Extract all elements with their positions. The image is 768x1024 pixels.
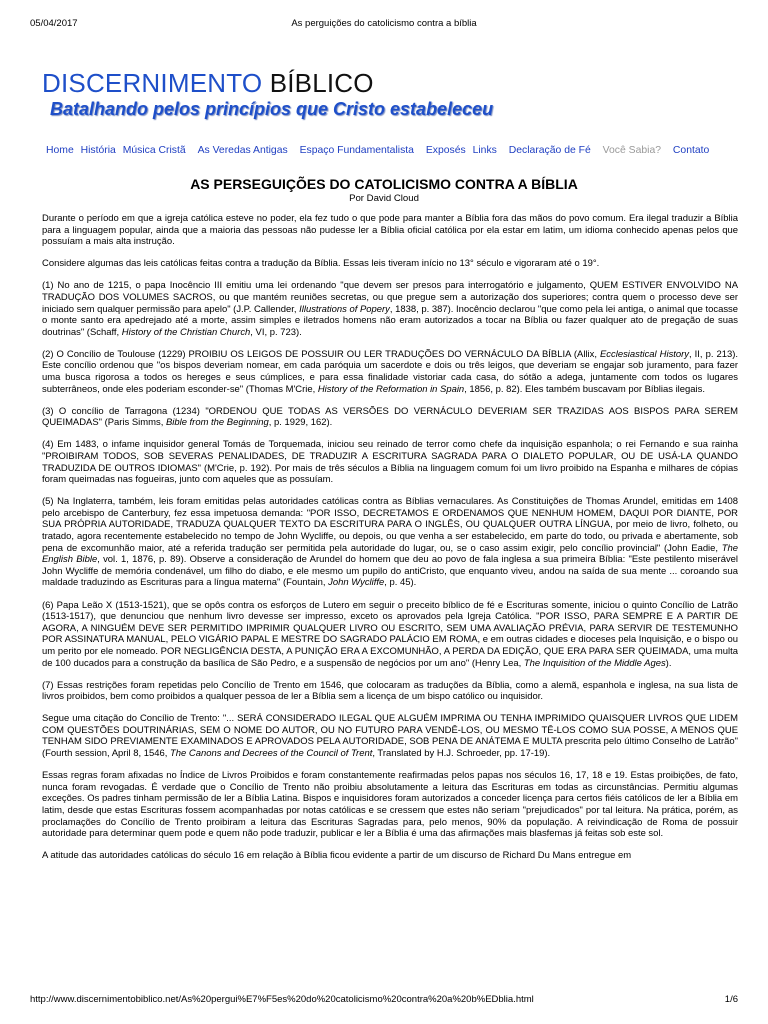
nav-contato[interactable]: Contato <box>672 145 710 156</box>
main-nav <box>46 145 709 156</box>
nav-exposes[interactable]: Exposés <box>425 145 466 156</box>
paragraph-index: Essas regras foram afixadas no Índice de Livros Proibidos e foram constantemente reafirmadas pelos papas nos séculos 16, 17, 18 e 19. Estas proibições, de fato, nunca foram revogadas. É verdade que o Concílio de Trento não proibiu absolutamente a leitura das Escrituras em todas as circunstâncias. Permitiu algumas exceções. Os padres tinham permissão de ler a Bíblia Latina. Bispos e inquisidores foram autorizados a conceder licença para certos fiéis católicos de ler a Bíblia em latim, desde que estas Escrituras fossem acompanhadas por notas católicas e se cressem que estes não seriam "prejudicados" por tal leitura. Na prática, porém, as proclamações do Concílio de Trento proibiram a leitura das Escrituras Sagradas para, pelo menos, 90% da população. A reivindicação de Roma de possuir autoridade para determinar quem pode e quem não pode traduzir, publicar e ler a Bíblia é uma das afirmações mais blasfemas já feitas sob este sol. <box>42 770 738 840</box>
print-url: http://www.discernimentobiblico.net/As%20pergui%E7%F5es%20do%20catolicismo%20contra%20a%20b%EDblia.html <box>30 994 534 1005</box>
paragraph-law-3: (3) O concílio de Tarragona (1234) "ORDENOU QUE TODAS AS VERSÕES DO VERNÁCULO DEVERIAM SER TRAZIDAS AOS BISPOS PARA SEREM QUEIMADAS" (Paris Simms, Bible from the Beginning, p. 1929, 162). <box>42 405 738 429</box>
site-title-part1: DISCERNIMENTO <box>42 68 270 98</box>
paragraph-intro-1: Durante o período em que a igreja católica esteve no poder, ela fez tudo o que pode para manter a Bíblia fora das mãos do povo comum. Era ilegal traduzir a Bíblia para a linguagem popular, ainda que a maioria das pessoas não pudesse ler a Bíblia oficial católica por ela estar em latim, um idioma conhecido apenas pelos que possuíam a mais alta instrução. <box>42 213 738 248</box>
nav-veredas-antigas[interactable]: As Veredas Antigas <box>197 145 288 156</box>
site-subtitle: Batalhando pelos princípios que Cristo estabeleceu <box>50 99 494 119</box>
nav-declaracao-de-fe[interactable]: Declaração de Fé <box>508 145 591 156</box>
print-page-title: As perguições do catolicismo contra a bíblia <box>291 18 477 29</box>
nav-home[interactable]: Home <box>46 145 74 156</box>
nav-espaco-fundamentalista[interactable]: Espaço Fundamentalista <box>299 145 414 156</box>
paragraph-law-1: (1) No ano de 1215, o papa Inocêncio III emitiu uma lei ordenando "que devem ser presos para interrogatório e julgamento, QUEM ESTIVER ENVOLVIDO NA TRADUÇÃO DOS VOLUMES SACROS, ou que mantém reuniões secretas, ou que pregue sem a autorização dos superiores; contra quem o processo deve ser iniciado sem qualquer permissão para apelo" (J.P. Callender, Illustrations of Popery, 1838, p. 387). Inocêncio declarou "que como pela lei antiga, o animal que tocasse o monte santo era apedrejado até a morte, assim simples e iletrados homens não eram autorizados a tocar na Bíblia ou fazer qualquer ato de pregação de suas doutrinas" (Schaff, History of the Christian Church, VI, p. 723). <box>42 280 738 338</box>
nav-voce-sabia[interactable]: Você Sabia? <box>602 145 662 156</box>
site-title[interactable] <box>42 68 374 99</box>
paragraph-law-7: (7) Essas restrições foram repetidas pelo Concílio de Trento em 1546, que colocaram as traduções da Bíblia, como a alemã, espanhola e inglesa, na sua lista de livros proibidos, bem como proibidos a qualquer pessoa de ler a Bíblia sem a licença de um bispo católico ou inquisidor. <box>42 679 738 703</box>
paragraph-law-5: (5) Na Inglaterra, também, leis foram emitidas pelas autoridades católicas contra as Bíblias vernaculares. As Constituições de Thomas Arundel, emitidas em 1408 pelo arcebispo de Canterbury, fez essa impetuosa demanda: "POR ISSO, DECRETAMOS E ORDENAMOS QUE NENHUM HOMEM, DAQUI POR DIANTE, POR SUA PRÓPRIA AUTORIDADE, TRADUZA QUALQUER TEXTO DA ESCRITURA PARA O INGLÊS, OU QUALQUER OUTRA LÍNGUA, por meio de livro, folheto, ou tratado, agora recentemente estabelecido no tempo de John Wycliffe, ou depois, ou que venha a ser estabelecido, em parte do todo, ou privada e abertamente, sob pena de excomunhão maior, até a referida tradução ser permitida pela autoridade do lugar, ou, se o caso assim exigir, pelo concílio provincial" (John Eadie, The English Bible, vol. 1, 1876, p. 89). Observe a consideração de Arundel do homem que deu ao povo de fala inglesa a sua primeira Bíblia: "Este pestilento miserável John Wycliffe de memória condenável, um filho do diabo, e ele mesmo um pupilo do antiCristo, que enquanto viveu, andou na saída de sua mente ... coroando sua maldade traduzindo as Escrituras para a língua materna" (Fountain, John Wycliffe, p. 45). <box>42 496 739 589</box>
site-title-part2: BÍBLICO <box>269 68 374 98</box>
paragraph-law-6: (6) Papa Leão X (1513-1521), que se opôs contra os esforços de Lutero em seguir o preceito bíblico de fé e Escrituras somente, iniciou o quinto Concílio de Latrão (1513-1517), que denunciou que nenhum livro devesse ser impresso, exceto os aprovados pela Igreja Católica. "POR ISSO, PARA SEMPRE E A PARTIR DE AGORA, A NINGUÉM DEVE SER PERMITIDO IMPRIMIR QUALQUER LIVRO OU ESCRITO, SEM UMA AVALIAÇÃO PRÉVIA, PARA SERVIR DE TESTEMUNHO POR ASSINATURA MANUAL, PELO VIGÁRIO PAPAL E MESTRE DO SAGRADO PALÁCIO EM ROMA, e em outras cidades e dioceses pela Inquisição, e o bispo ou um perito por ele nomeado. POR NEGLIGÊNCIA DESTA, A PUNIÇÃO ERA A EXCOMUNHÃO, A PERDA DA EDIÇÃO, QUE ERA PARA SER QUEIMADA, uma multa de 100 ducados para a construção da basílica de São Pedro, e a suspensão de negócios por um ano" (Henry Lea, The Inquisition of the Middle Ages). <box>42 599 738 669</box>
paragraph-trent-quote: Segue uma citação do Concílio de Trento: "... SERÁ CONSIDERADO ILEGAL QUE ALGUÉM IMPRIMA OU TENHA IMPRIMIDO QUAISQUER LIVROS QUE LIDEM COM QUESTÕES DOUTRINÁRIAS, SEM O NOME DO AUTOR, OU NO FUTURO PARA VENDÊ-LOS, OU MESMO TÊ-LOS COMO SUA POSSE, A MENOS QUE TENHAM SIDO PREVIAMENTE EXAMINADOS E APROVADOS PELA AUTORIDADE, SOB PENA DE ANÁTEMA E MULTA prescrita pelo último Conselho de Latrão" (Fourth session, April 8, 1546, The Canons and Decrees of the Council of Trent, Translated by H.J. Schroeder, pp. 17-19). <box>42 713 738 760</box>
paragraph-intro-2: Considere algumas das leis católicas feitas contra a tradução da Bíblia. Essas leis tiveram início no 13° século e vigoraram até o 19°. <box>42 258 600 270</box>
paragraph-du-mans: A atitude das autoridades católicas do século 16 em relação à Bíblia ficou evidente a partir de um discurso de Richard Du Mans entregue em <box>42 850 632 862</box>
nav-historia[interactable]: História <box>80 145 116 156</box>
article-body <box>42 213 738 862</box>
article-title: AS PERSEGUIÇÕES DO CATOLICISMO CONTRA A BÍBLIA <box>190 176 578 192</box>
print-header <box>30 18 738 32</box>
page-number: 1/6 <box>724 994 738 1005</box>
paragraph-law-2: (2) O Concílio de Toulouse (1229) PROIBIU OS LEIGOS DE POSSUIR OU LER TRADUÇÕES DO VERNÁCULO DA BÍBLIA (Allix, Ecclesiastical History, II, p. 213). Este concílio ordenou que "os bispos deveriam nomear, em cada paróquia um sacerdote e dois ou três leigos, que deveriam se engajar sob juramento, para fazer uma busca rigorosa a todos os hereges e seus cúmplices, e para essa finalidade vistoriar cada casa, do sótão a adega, juntamente com todos os lugares subterrâneos, onde eles poderiam esconder-se" (Thomas M'Crie, History of the Reformation in Spain, 1856, p. 82). Eles também buscavam por Bíblias ilegais. <box>42 348 738 395</box>
print-date: 05/04/2017 <box>30 18 78 29</box>
nav-links[interactable]: Links <box>472 145 497 156</box>
article-byline: Por David Cloud <box>349 193 419 204</box>
paragraph-law-4: (4) Em 1483, o infame inquisidor general Tomás de Torquemada, iniciou seu reinado de terror como chefe da inquisição espanhola; o rei Fernando e sua rainha "PROIBIRAM TODOS, SOB SEVERAS PENALIDADES, DE TRADUZIR A ESCRITURA SAGRADA PARA O DIALETO POPULAR, OU DE USÁ-LA QUANDO TRADUZIDA DE OUTROS IDIOMAS" (M'Crie, p. 192). Por mais de três séculos a Bíblia na linguagem comum foi um livro proibido na Espanha e milhares de cópias foram queimadas nas fogueiras, junto com aqueles que as possuíam. <box>42 439 738 486</box>
nav-musica-crista[interactable]: Música Cristã <box>122 145 186 156</box>
